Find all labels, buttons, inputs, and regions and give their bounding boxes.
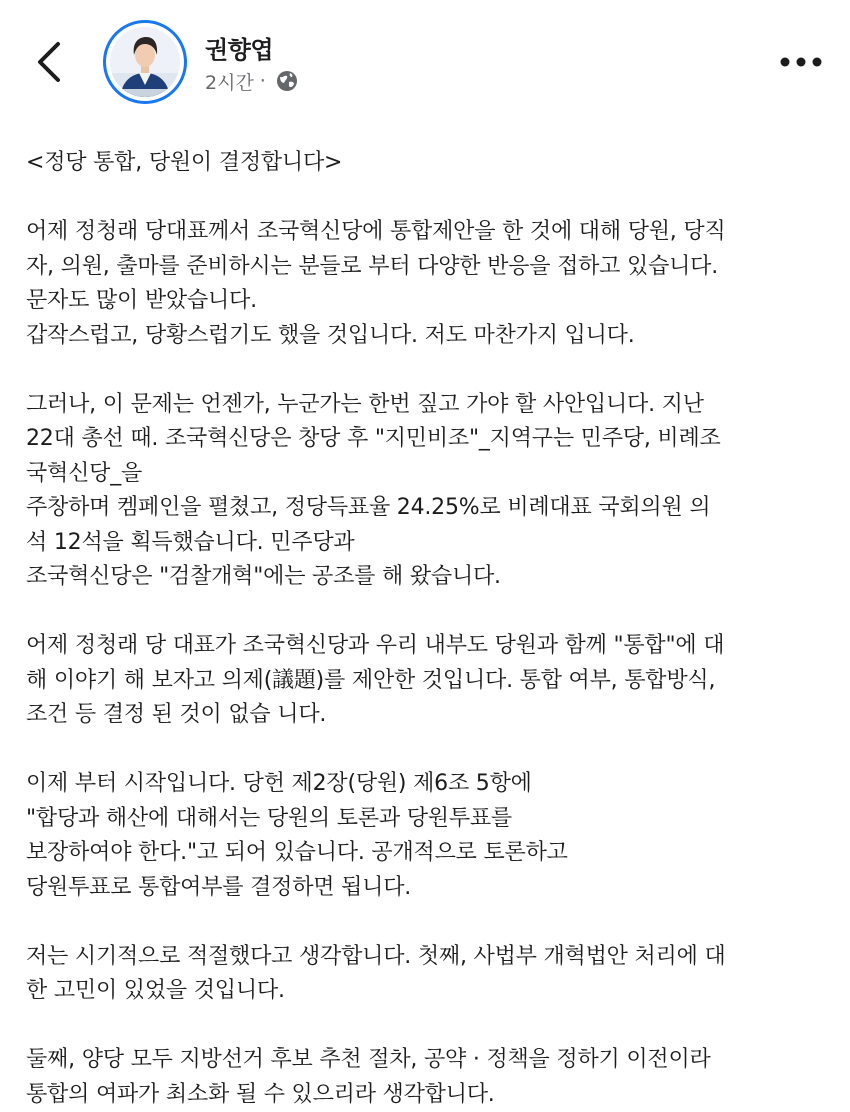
text-line: 저는 시기적으로 적절했다고 생각합니다. 첫째, 사법부 개혁법안 처리에 대 [26,940,826,975]
text-line: 이제 부터 시작입니다. 당헌 제2장(당원) 제6조 5항에 [26,767,826,802]
post-body [26,146,826,1112]
text-line: 어제 정청래 당대표께서 조국혁신당에 통합제안을 한 것에 대해 당원, 당직 [26,215,826,250]
more-options-button[interactable] [776,48,826,76]
text-line: 해 이야기 해 보자고 의제(議題)를 제안한 것입니다. 통합 여부, 통합방식, [26,664,826,699]
profile-photo [110,27,180,97]
paragraph-gap [26,353,826,388]
post-meta [205,68,298,94]
back-button[interactable] [28,38,72,86]
text-line: 국혁신당_을 [26,457,826,492]
paragraph-gap [26,905,826,940]
post-title: <정당 통합, 당원이 결정합니다> [26,146,826,181]
paragraph [26,940,826,1009]
paragraph [26,1043,826,1112]
text-line: 그러나, 이 문제는 언젠가, 누군가는 한번 짚고 가야 할 사안입니다. 지난 [26,388,826,423]
paragraph [26,215,826,353]
paragraph-gap [26,733,826,768]
text-line: "합당과 해산에 대해서는 당원의 토론과 당원투표를 [26,802,826,837]
globe-icon[interactable] [276,70,298,92]
text-line: 통합의 여파가 최소화 될 수 있으리라 생각합니다. [26,1078,826,1112]
text-line: 조국혁신당은 "검찰개혁"에는 공조를 해 왔습니다. [26,560,826,595]
post-time[interactable]: 2시간 [205,68,254,95]
text-line: 22대 총선 때. 조국혁신당은 창당 후 "지민비조"_지역구는 민주당, 비례조 [26,422,826,457]
author-name[interactable]: 권향엽 [205,30,273,65]
text-line: 어제 정청래 당 대표가 조국혁신당과 우리 내부도 당원과 함께 "통합"에 대 [26,629,826,664]
meta-separator: · [260,70,266,92]
text-line: 자, 의원, 출마를 준비하시는 분들로 부터 다양한 반응을 접하고 있습니다. [26,250,826,285]
chevron-left-icon [28,38,72,86]
paragraph-gap [26,595,826,630]
paragraph [26,388,826,595]
text-line: 문자도 많이 받았습니다. [26,284,826,319]
text-line: 보장하여야 한다."고 되어 있습니다. 공개적으로 토론하고 [26,836,826,871]
paragraph-gap [26,1009,826,1044]
paragraph-gap [26,181,826,216]
more-horizontal-icon [776,48,826,76]
paragraph [26,767,826,905]
text-line: 당원투표로 통합여부를 결정하면 됩니다. [26,871,826,906]
paragraph [26,629,826,733]
text-line: 갑작스럽고, 당황스럽기도 했을 것입니다. 저도 마찬가지 입니다. [26,319,826,354]
text-line: 둘째, 양당 모두 지방선거 후보 추천 절차, 공약 · 정책을 정하기 이전이라 [26,1043,826,1078]
avatar[interactable] [103,20,187,104]
text-line: 조건 등 결정 된 것이 없습 니다. [26,698,826,733]
text-line: 한 고민이 있었을 것입니다. [26,974,826,1009]
text-line: 석 12석을 획득했습니다. 민주당과 [26,526,826,561]
post-header [0,0,850,118]
text-line: 주창하며 켐페인을 펼쳤고, 정당득표율 24.25%로 비례대표 국회의원 의 [26,491,826,526]
